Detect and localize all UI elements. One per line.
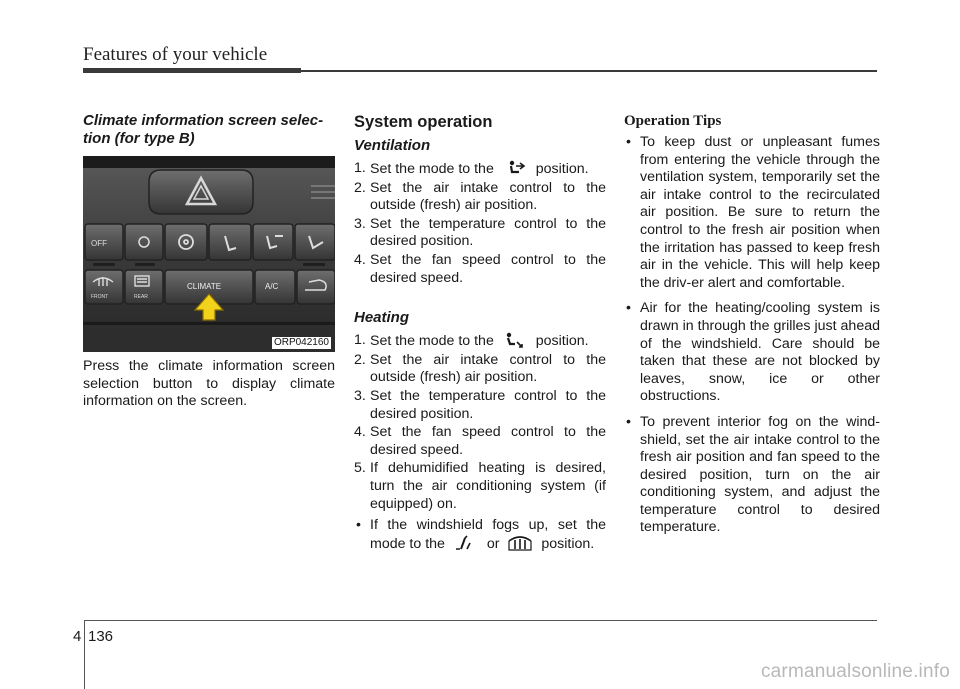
operation-tips-title: Operation Tips [624, 113, 722, 129]
climate-panel-photo [83, 156, 335, 352]
heating-step: 5. If dehumidified heating is desired, turn the air conditioning system (if equipped) on. [354, 460, 606, 512]
panel-rear-label: REAR [134, 294, 148, 300]
heating-step: 1. Set the mode to the position. [354, 332, 589, 350]
column-2 [354, 112, 606, 561]
panel-off-label: OFF [91, 239, 107, 248]
header-rule-thin [301, 70, 877, 72]
climate-screen-paragraph: Press the climate information screen selection button to display climate information on the screen. [83, 358, 335, 410]
climate-screen-subtitle: Climate information screen selec-tion (for type B) [83, 112, 324, 147]
ventilation-step: 3. Set the temperature control to the desired position. [354, 215, 606, 250]
heating-step: 4. Set the fan speed control to the desired speed. [354, 424, 606, 458]
heating-title: Heating [354, 309, 410, 327]
floor-mode-icon [502, 332, 528, 348]
watermark: carmanualsonline.info [760, 661, 950, 682]
operation-tip-item: • Air for the heating/cooling system is drawn in through the grilles just ahead of the windshield. Care should be taken that these are not blocked by leaves, snow, ice or other obstructions. [626, 300, 880, 405]
system-operation-title: System operation [354, 113, 493, 131]
panel-front-label: FRONT [91, 294, 109, 300]
defrost-mode-icon [507, 535, 533, 551]
header-title: Features of your vehicle [83, 44, 268, 65]
ventilation-title: Ventilation [354, 137, 431, 154]
footer-horizontal-rule [84, 620, 877, 621]
column-3 [624, 112, 880, 545]
operation-tip-item: • To keep dust or unpleasant fumes from entering the vehicle through the ventilation system, temporarily set the air intake control to the recirculated air position. Be sure to return the control to the fresh air position when the irritation has passed to keep fresh air in the vehicle. This will help keep the driv-er alert and comfortable. [626, 134, 880, 291]
page-number: 136 [88, 628, 114, 645]
header-rule-thick [83, 68, 301, 73]
floor-defrost-mode-icon [453, 535, 479, 551]
photo-code: ORP042160 [273, 337, 329, 348]
heating-step: 2. Set the air intake control to the outside (fresh) air position. [354, 351, 606, 386]
panel-climate-label: CLIMATE [187, 282, 222, 291]
heating-step: 3. Set the temperature control to the desired position. [354, 387, 606, 422]
panel-ac-label: A/C [265, 282, 279, 291]
windshield-fog-bullet: • If the windshield fogs up, set the mode to the or position. [356, 517, 606, 552]
face-vent-mode-icon [502, 160, 528, 176]
ventilation-step: 1. Set the mode to the position. [354, 160, 589, 177]
ventilation-step: 4. Set the fan speed control to the desired speed. [354, 251, 606, 286]
footer-vertical-rule [84, 620, 85, 689]
chapter-number: 4 [73, 628, 82, 645]
column-1 [83, 112, 335, 411]
ventilation-step: 2. Set the air intake control to the outside (fresh) air position. [354, 179, 606, 214]
operation-tip-item: • To prevent interior fog on the wind-shield, set the air intake control to the fresh air position and fan speed to the desired position, turn on the air conditioning system, and adjust the temperature control to desired temperature. [626, 413, 880, 536]
climate-panel-illustration [83, 156, 335, 352]
